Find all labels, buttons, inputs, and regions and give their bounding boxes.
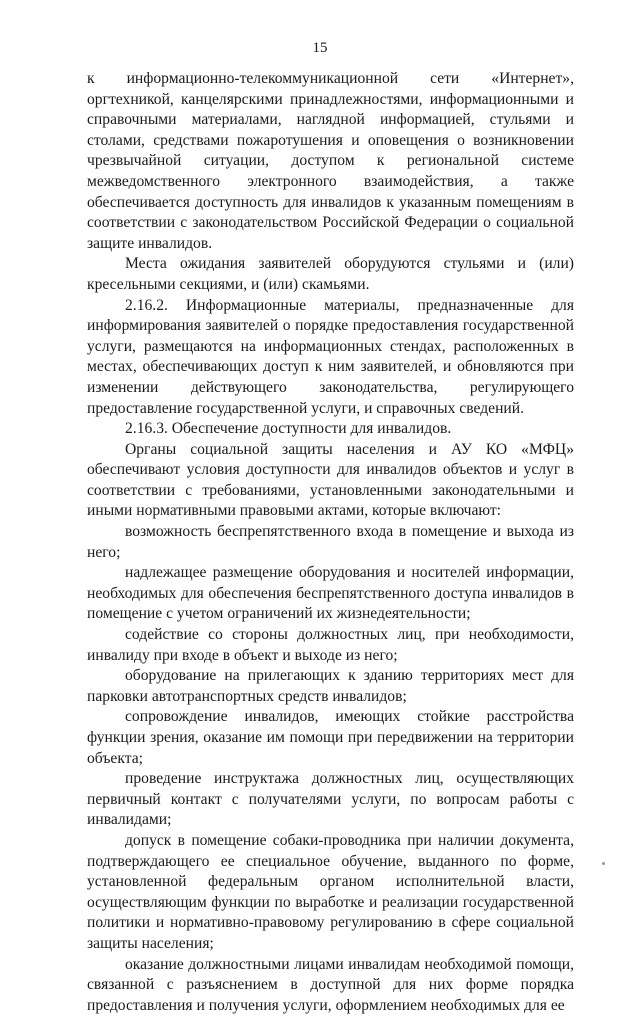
- paragraph: допуск в помещение собаки-проводника при наличии документа, подтверждающего ее специальное обучение, выданного по форме, установленной федеральным органом исполнительной власти, осуществляющим функции по выработке и реализации государственной политики и нормативно-правовому регулированию в сфере социальной защиты населения;: [87, 831, 574, 952]
- scan-speck: [602, 862, 605, 865]
- paragraph: оборудование на прилегающих к зданию территориях мест для парковки автотранспортных средств инвалидов;: [87, 667, 574, 705]
- document-body: [87, 69, 574, 1016]
- paragraph: оказание должностными лицами инвалидам необходимой помощи, связанной с разъяснением в доступной для них форме порядка предоставления и получения услуги, оформлением необходимых для ее: [87, 955, 574, 1014]
- paragraph: возможность беспрепятственного входа в помещение и выхода из него;: [87, 523, 574, 561]
- paragraph: содействие со стороны должностных лиц, при необходимости, инвалиду при входе в объект и выходе из него;: [87, 626, 574, 664]
- paragraph: Места ожидания заявителей оборудуются стульями и (или) кресельными секциями, и (или) скамьями.: [87, 255, 574, 293]
- paragraph: 2.16.2. Информационные материалы, предназначенные для информирования заявителей о порядке предоставления государственной услуги, размещаются на информационных стендах, расположенных в местах, обеспечивающих доступ к ним заявителей, и обновляются при изменении действующего законодательства, регулирующего предоставление государственной услуги, и справочных сведений.: [87, 296, 574, 417]
- paragraph: 2.16.3. Обеспечение доступности для инвалидов.: [125, 420, 452, 438]
- paragraph: Органы социальной защиты населения и АУ КО «МФЦ» обеспечивают условия доступности для инвалидов объектов и услуг в соответствии с требованиями, установленными законодательными и иными нормативными правовыми актами, которые включают:: [87, 440, 574, 520]
- paragraph: проведение инструктажа должностных лиц, осуществляющих первичный контакт с получателями услуги, по вопросам работы с инвалидами;: [87, 770, 574, 829]
- paragraph: сопровождение инвалидов, имеющих стойкие расстройства функции зрения, оказание им помощи при передвижении на территории объекта;: [87, 708, 574, 767]
- paragraph: к информационно-телекоммуникационной сети «Интернет», оргтехникой, канцелярскими принадлежностями, информационными и справочными материалами, наглядной информацией, стульями и столами, средствами пожаротушения и оповещения о возникновении чрезвычайной ситуации, доступом к региональной системе межведомственного электронного взаимодействия, а также обеспечивается доступность для инвалидов к указанным помещениям в соответствии с законодательством Российской Федерации о социальной защите инвалидов.: [87, 70, 574, 252]
- page-number: 15: [312, 40, 328, 56]
- paragraph: надлежащее размещение оборудования и носителей информации, необходимых для обеспечения беспрепятственного доступа инвалидов в помещение с учетом ограничений их жизнедеятельности;: [87, 564, 574, 623]
